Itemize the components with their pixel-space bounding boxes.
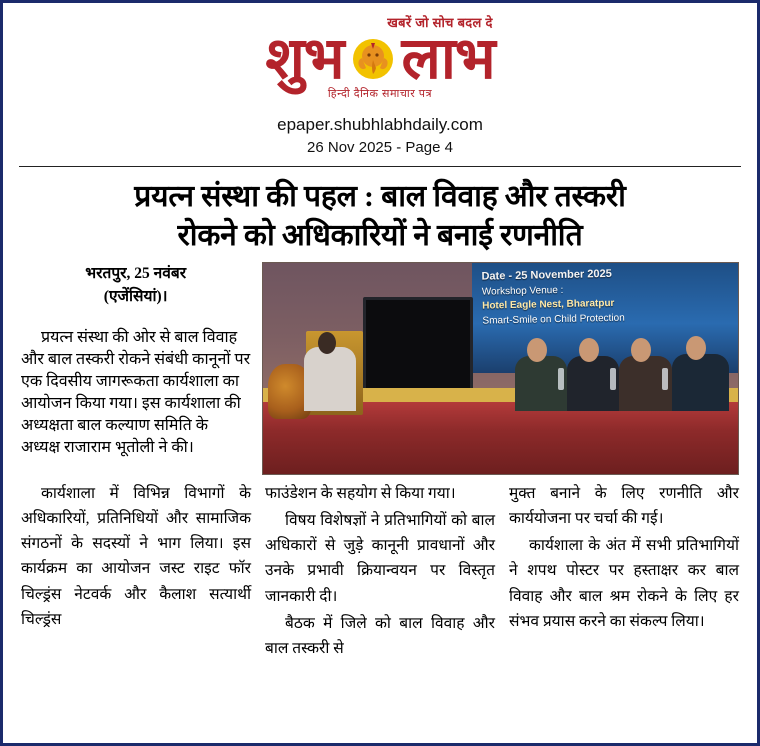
column-two-para-1: फाउंडेशन के सहयोग से किया गया।	[265, 485, 456, 503]
ganesha-icon	[350, 36, 396, 82]
headline-line-2: रोकने को अधिकारियों ने बनाई रणनीति	[177, 219, 583, 253]
masthead-tagline: खबरें जो सोच बदल दे	[387, 15, 493, 30]
column-two	[265, 481, 495, 663]
column-three-para-1: मुक्त बनाने के लिए रणनीति और कार्ययोजना पर चर्चा की गई।	[509, 485, 739, 528]
column-two-para-2: विषय विशेषज्ञों ने प्रतिभागियों को बाल अधिकारों से जुड़े कानूनी प्रावधानों और उनके प्रभावी क्रियान्वयन पर विस्तृत जानकारी दी।	[265, 512, 495, 605]
column-two-para-3: बैठक में जिले को बाल विवाह और बाल तस्करी से	[265, 614, 495, 657]
masthead-word-left: शुभ	[265, 26, 344, 91]
photo-banner-line-4: Smart-Smile on Child Protection	[482, 312, 625, 327]
masthead-subtitle: हिन्दी दैनिक समाचार पत्र	[327, 87, 433, 100]
column-one-top	[21, 262, 250, 473]
issue-date-page: 26 Nov 2025 - Page 4	[307, 138, 453, 156]
column-three-para-2: कार्यशाला के अंत में सभी प्रतिभागियों ने शपथ पोस्टर पर हस्ताक्षर कर बाल विवाह और बाल श्रम रोकने के लिए हर संभव प्रयास करने का संकल्प लिया।	[509, 537, 739, 630]
photo-banner-line-2: Workshop Venue :	[481, 284, 564, 298]
photo-banner-line-3: Hotel Eagle Nest, Bharatpur	[481, 298, 615, 313]
column-one-para-1: प्रयत्न संस्था की ओर से बाल विवाह और बाल तस्करी रोकने संबंधी कानूनों पर एक दिवसीय जागरूकता कार्यशाला का आयोजन किया गया। इस कार्यशाला की अध्यक्षता बाल कल्याण समिति के अध्यक्ष राजाराम भूतोली ने की।	[21, 328, 251, 456]
masthead-word-right: लाभ	[401, 26, 495, 91]
column-three	[509, 481, 739, 663]
column-one-continued	[21, 481, 251, 663]
article-body	[17, 262, 743, 663]
workshop-dais-photo	[262, 262, 739, 475]
headline-line-1: प्रयत्न संस्था की पहल : बाल विवाह और तस्करी	[134, 179, 626, 213]
dateline	[21, 262, 250, 309]
column-one-para-2: कार्यशाला में विभिन्न विभागों के अधिकारियों, प्रतिनिधियों और सामाजिक संगठनों के सदस्यों ने भाग लिया। इस कार्यक्रम का आयोजन जस्ट राइट फॉर चिल्ड्रंस नेटवर्क और कैलाश सत्यार्थी चिल्ड्रंस	[21, 485, 251, 628]
photo-banner-line-1: Date - 25 November 2025	[481, 267, 612, 283]
header-divider	[19, 166, 741, 167]
epaper-url[interactable]: epaper.shubhlabhdaily.com	[277, 114, 483, 134]
dateline-line-2: (एजेंसियां)।	[103, 288, 168, 306]
dateline-line-1: भरतपुर, 25 नवंबर	[85, 265, 187, 283]
photo-banner-text	[481, 264, 735, 329]
masthead	[17, 9, 743, 156]
masthead-logo	[17, 26, 743, 91]
page-title	[23, 177, 737, 256]
